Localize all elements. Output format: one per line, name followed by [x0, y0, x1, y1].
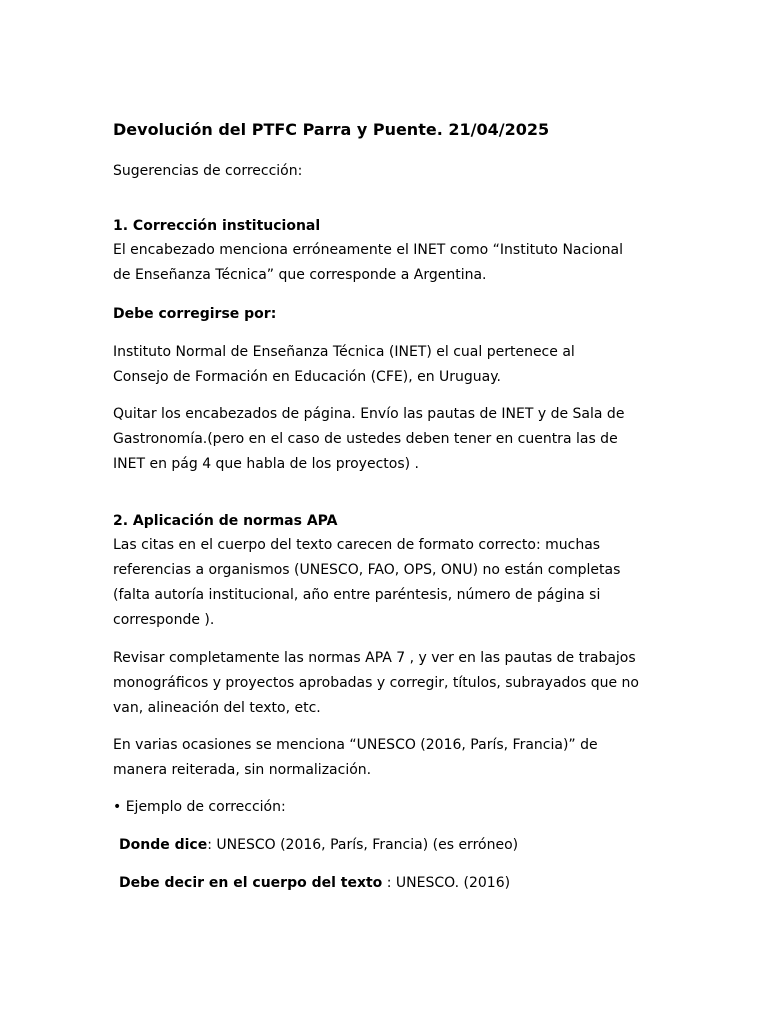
- subtitle: Sugerencias de corrección:: [113, 163, 303, 179]
- section-1-heading: 1. Corrección institucional: [113, 218, 321, 234]
- should-say-line: [119, 871, 510, 896]
- where-value: : UNESCO (2016, París, Francia) (es erróneo): [207, 837, 519, 853]
- should-label: Debe decir en el cuerpo del texto: [119, 875, 383, 891]
- correction-text: Instituto Normal de Enseñanza Técnica (INET) el cual pertenece al Consejo de Formación en Educación (CFE), en Uruguay.: [113, 344, 575, 385]
- section-2-paragraph-1: Las citas en el cuerpo del texto carecen de formato correcto: muchas referencias a organismos (UNESCO, FAO, OPS, ONU) no están completas (falta autoría institucional, año entre paréntesis, número de página si corresponde ).: [113, 537, 621, 628]
- section-1-text: El encabezado menciona erróneamente el INET como “Instituto Nacional de Enseñanza Técnica” que corresponde a Argentina.: [113, 242, 623, 283]
- should-value: : UNESCO. (2016): [382, 875, 511, 891]
- where-it-says-line: [119, 833, 518, 858]
- section-2-paragraph-2: Revisar completamente las normas APA 7 , y ver en las pautas de trabajos monográficos y proyectos aprobadas y corregir, títulos, subrayados que no van, alineación del texto, etc.: [113, 650, 639, 716]
- must-correct-label: Debe corregirse por:: [113, 306, 277, 322]
- section-2-paragraph-3: En varias ocasiones se menciona “UNESCO (2016, París, Francia)” de manera reiterada, sin normalización.: [113, 737, 598, 778]
- header-note: Quitar los encabezados de página. Envío las pautas de INET y de Sala de Gastronomía.(pero en el caso de ustedes deben tener en cuentra las de INET en pág 4 que habla de los proyectos) .: [113, 406, 625, 472]
- where-label: Donde dice: [119, 837, 208, 853]
- section-2-heading: 2. Aplicación de normas APA: [113, 513, 338, 529]
- example-bullet: • Ejemplo de corrección:: [113, 799, 286, 815]
- document-title: Devolución del PTFC Parra y Puente. 21/04/2025: [113, 120, 550, 139]
